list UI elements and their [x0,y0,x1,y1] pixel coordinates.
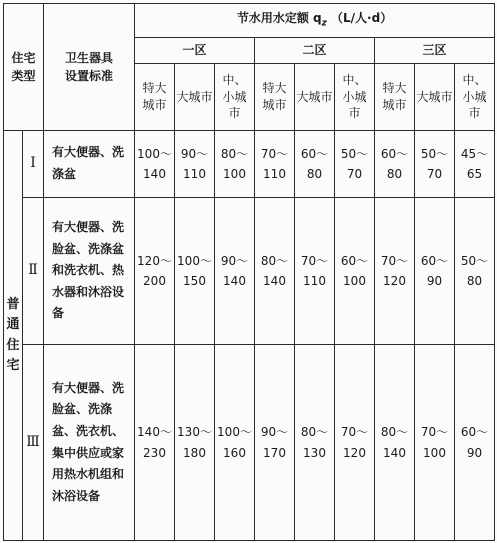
city-header [415,64,455,131]
value-cell [175,198,215,345]
city-header-label: 大城市 [416,89,453,104]
city-header-label: 特大城市 [262,81,287,112]
city-header [135,64,175,131]
value-cell [255,345,295,541]
value-cell [455,198,495,345]
city-header [295,64,335,131]
value-cell [215,131,255,198]
value-text: 100～150 [177,253,212,288]
value-text: 60～100 [340,253,369,288]
value-cell [455,131,495,198]
group-cell [4,131,23,541]
value-cell [135,131,175,198]
quota-title: 节水用水定额 q [236,11,322,26]
standard-text: 有大便器、洗脸盆、洗涤盆和洗衣机、热水器和沐浴设备 [52,220,125,321]
value-cell [375,198,415,345]
standard-cell [44,198,135,345]
header-type-label: 住宅类型 [11,51,36,83]
value-text: 140～230 [137,425,172,460]
city-header-label: 特大城市 [382,81,407,112]
value-cell [375,345,415,541]
value-text: 70～120 [380,253,409,288]
value-text: 80～140 [380,425,409,460]
value-text: 80～140 [260,253,289,288]
value-cell [335,345,375,541]
value-text: 130～180 [177,425,212,460]
value-text: 90～140 [220,253,249,288]
standard-text: 有大便器、洗涤盆 [52,145,125,181]
city-header-label: 中、小城市 [342,72,367,121]
city-header [255,64,295,131]
value-text: 70～110 [260,146,289,181]
value-text: 60～90 [460,425,489,460]
water-quota-table [3,3,495,541]
class-cell: Ⅰ [23,131,44,198]
value-cell [415,131,455,198]
zone-header: 二区 [255,38,375,64]
standard-cell [44,345,135,541]
value-text: 120～200 [137,253,172,288]
value-cell [255,198,295,345]
value-text: 90～110 [180,146,209,181]
class-cell: Ⅱ [23,198,44,345]
value-text: 90～170 [260,425,289,460]
value-cell [335,131,375,198]
quota-subscript: z [321,18,327,29]
city-header-label: 中、小城市 [462,72,487,121]
city-header-label: 特大城市 [142,81,167,112]
value-cell [295,345,335,541]
value-cell [295,198,335,345]
value-text: 100～140 [137,146,172,181]
value-text: 70～100 [420,425,449,460]
value-text: 45～65 [460,146,489,181]
value-text: 60～80 [380,146,409,181]
value-text: 60～80 [300,146,329,181]
value-cell [295,131,335,198]
city-header [455,64,495,131]
value-text: 50～80 [460,253,489,288]
value-text: 50～70 [420,146,449,181]
value-text: 100～160 [217,425,252,460]
table-row [4,345,495,541]
value-cell [175,345,215,541]
value-text: 80～100 [220,146,249,181]
quota-unit: （L/人·d） [331,11,393,26]
class-cell: Ⅲ [23,345,44,541]
city-header-label: 大城市 [176,89,213,104]
header-standard-label: 卫生器具设置标准 [64,51,113,83]
value-text: 80～130 [300,425,329,460]
zone-header: 三区 [375,38,495,64]
value-cell [415,198,455,345]
header-quota-cell [135,4,495,38]
value-cell [215,345,255,541]
header-row-title [4,4,495,38]
city-header [215,64,255,131]
city-header [175,64,215,131]
standard-cell [44,131,135,198]
table-row [4,131,495,198]
header-type-cell [4,4,44,131]
value-cell [335,198,375,345]
value-cell [175,131,215,198]
city-header [375,64,415,131]
value-cell [215,198,255,345]
city-header [335,64,375,131]
standard-text: 有大便器、洗脸盆、洗涤盆、洗衣机、集中供应或家用热水机组和沐浴设备 [52,380,125,503]
value-cell [455,345,495,541]
value-cell [135,198,175,345]
value-text: 60～90 [420,253,449,288]
zone-header: 一区 [135,38,255,64]
city-header-label: 中、小城市 [222,72,247,121]
value-text: 50～70 [340,146,369,181]
value-cell [375,131,415,198]
value-cell [415,345,455,541]
value-cell [255,131,295,198]
value-text: 70～120 [340,425,369,460]
value-text: 70～110 [300,253,329,288]
group-label: 普通住宅 [6,297,20,373]
table-row [4,198,495,345]
city-header-label: 大城市 [296,89,333,104]
value-cell [135,345,175,541]
header-standard-cell [44,4,135,131]
